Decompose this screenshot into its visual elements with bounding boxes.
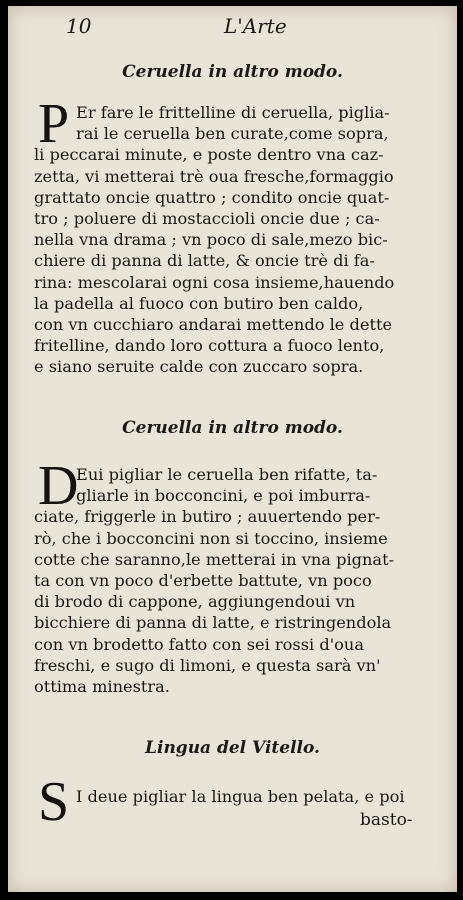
text-line: con vn brodetto fatto con sei rossi d'oua	[34, 634, 364, 654]
text-line: nella vna drama ; vn poco di sale,mezo bic-	[34, 230, 388, 250]
section-heading: Lingua del Vitello.	[145, 738, 320, 758]
recipe-paragraph	[34, 102, 439, 378]
text-line: di brodo di cappone, aggiungendoui vn	[34, 592, 356, 612]
text-line: gliarle in bocconcini, e poi imburra-	[76, 486, 371, 506]
drop-cap: D	[38, 455, 79, 517]
text-line: ottima minestra.	[34, 677, 170, 697]
text-line: con vn cucchiaro andarai mettendo le dette	[34, 315, 393, 335]
text-line: chiere di panna di latte, & oncie trè di fa-	[34, 251, 375, 271]
recipe-paragraph	[34, 464, 439, 697]
text-line: Er fare le frittelline di ceruella, piglia-	[76, 103, 390, 122]
section-heading: Ceruella in altro modo.	[122, 418, 343, 438]
book-page	[8, 6, 457, 892]
text-line: freschi, e sugo di limoni, e questa sarà vn'	[34, 655, 381, 675]
drop-cap: P	[38, 93, 70, 155]
drop-cap: S	[38, 771, 70, 833]
text-line: zetta, vi metterai trè oua fresche,formaggio	[34, 166, 394, 186]
text-line: ciate, friggerle in butiro ; auuertendo per-	[34, 507, 381, 527]
text-line: rò, che i bocconcini non si toccino, insieme	[34, 528, 388, 548]
text-line: e siano seruite calde con zuccaro sopra.	[34, 357, 364, 377]
section-heading: Ceruella in altro modo.	[122, 62, 343, 82]
text-line: fritelline, dando loro cottura a fuoco lento,	[34, 336, 385, 356]
text-line: li peccarai minute, e poste dentro vna caz-	[34, 145, 384, 165]
text-line: cotte che saranno,le metterai in vna pignat-	[34, 549, 395, 569]
recipe-paragraph	[34, 786, 439, 807]
text-line: tro ; poluere di mostaccioli oncie due ; ca-	[34, 209, 380, 229]
text-line: rai le ceruella ben curate,come sopra,	[76, 124, 389, 144]
text-line: ta con vn poco d'erbette battute, vn poco	[34, 571, 372, 591]
text-line: Eui pigliar le ceruella ben rifatte, ta-	[76, 465, 378, 484]
running-title: L'Arte	[224, 14, 287, 38]
catchword: basto-	[360, 810, 413, 830]
text-line: rina: mescolarai ogni cosa insieme,hauendo	[34, 272, 395, 292]
text-line: bicchiere di panna di latte, e ristringendola	[34, 613, 392, 633]
text-line: grattato oncie quattro ; condito oncie quat-	[34, 187, 390, 207]
page-number: 10	[66, 14, 92, 38]
text-line: I deue pigliar la lingua ben pelata, e poi	[76, 787, 405, 806]
text-line: la padella al fuoco con butiro ben caldo,	[34, 293, 364, 313]
